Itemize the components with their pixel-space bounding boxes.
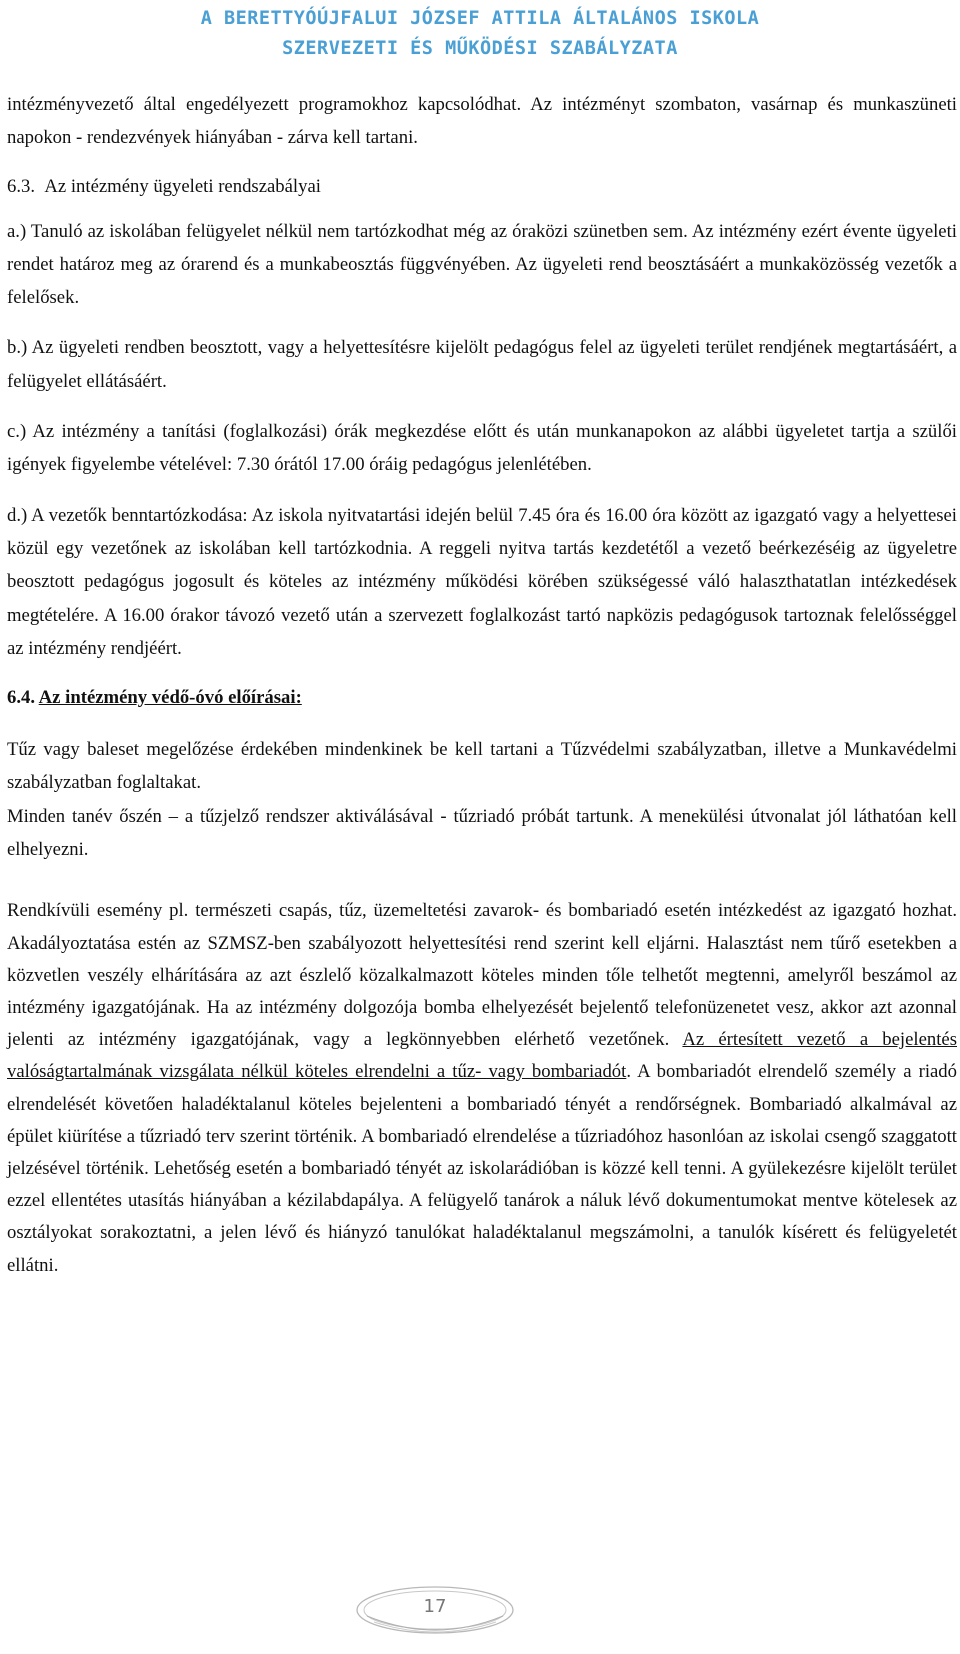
section-6-4-heading bbox=[7, 681, 957, 715]
header-document-title: SZERVEZETI ÉS MŰKÖDÉSI SZABÁLYZATA bbox=[282, 38, 678, 59]
emergency-text-1: Rendkívüli esemény pl. természeti csapás, tűz, üzemeltetési zavarok- és bombariadó esetén intézkedést az igazgató hozhat. Akadályoztatása estén az SZMSZ-ben szabályozott helyettesítési rend szerint kell eljárni. Halasztást nem tűrő esetekben a közvetlen veszély elhárítására az azt észlelő közalkalmazott köteles minden tőle telhetőt megtenni, amelyről beszámol az intézmény igazgatójának. Ha az intézmény dolgozója bomba elhelyezését bejelentő telefonüzenetet vesz, akkor azt azonnal jelenti az intézmény igazgatójának, vagy a legkönnyebben elérhető vezetőnek. bbox=[7, 900, 957, 1051]
emergency-text-2: . A bombariadót elrendelő személy a riadó elrendelését követően haladéktalanul köteles bejelenteni a bombariadó tényét a rendőrségnek. Bombariadó alkalmával az épület kiürítése a tűzriadó terv szerint történik. A bombariadó elrendelése a tűzriadóhoz hasonlóan az iskolai csengő szaggatott jelzésével történik. Lehetőség esetén a bombariadó tényét az iskolarádióban is közzé kell tenni. A gyülekezésre kijelölt terület ezzel ellentétes utasítás hiányában a kézilabdapálya. A felügyelő tanárok a náluk lévő dokumentumokat mentve kötelesek az osztályokat sorakoztatni, a jelen lévő és hiányzó tanulókat haladéktalanul megszámolni, a tanulók kísérett és felügyeletét ellátni. bbox=[7, 1061, 957, 1276]
intro-paragraph: intézményvezető által engedélyezett programokhoz kapcsolódhat. Az intézményt szombaton, vasárnap és munkaszüneti napokon - rendezvények hiányában - zárva kell tartani. bbox=[7, 94, 957, 149]
rule-a-paragraph: a.) Tanuló az iskolában felügyelet nélkül nem tartózkodhat még az óraközi szünetben sem. Az intézmény ezért évente ügyeleti rendet határoz meg az órarend és a munkabeosztás függvényében. Az ügyeleti rend beosztásáért a munkaközösség vezetők a felelősek. bbox=[7, 220, 957, 309]
rule-c-paragraph: c.) Az intézmény a tanítási (foglalkozási) órák megkezdése előtt és után munkanapokon az alábbi ügyeletet tartja a szülői igények figyelembe vételével: 7.30 órától 17.00 óráig pedagógus jelenlétében. bbox=[7, 421, 957, 476]
section-6-3-heading bbox=[7, 170, 957, 204]
emergency-paragraph bbox=[7, 895, 957, 1281]
emergency-underlined-text: Az értesített vezető a bejelentés valóságtartalmának vizsgálata nélkül köteles elrendelni a tűz- vagy bombariadót bbox=[7, 1029, 957, 1083]
fire-drill-paragraph: Minden tanév őszén – a tűzjelző rendszer aktiválásával - tűzriadó próbát tartunk. A menekülési útvonalat jól láthatóan kell elhelyezni. bbox=[7, 805, 957, 861]
section-6-3-title: Az intézmény ügyeleti rendszabályai bbox=[44, 175, 321, 197]
page-content bbox=[7, 88, 957, 1282]
section-6-4-title: Az intézmény védő-óvó előírásai: bbox=[38, 687, 302, 709]
header-school-name: A BERETTYÓÚJFALUI JÓZSEF ATTILA ÁLTALÁNOS ISKOLA bbox=[200, 8, 760, 29]
section-6-3-number: 6.3. bbox=[7, 175, 36, 197]
fire-safety-paragraph: Tűz vagy baleset megelőzése érdekében mindenkinek be kell tartani a Tűzvédelmi szabályzatban, illetve a Munkavédelmi szabályzatban foglaltakat. bbox=[7, 739, 957, 794]
rule-b-paragraph: b.) Az ügyeleti rendben beosztott, vagy a helyettesítésre kijelölt pedagógus felel az ügyeleti terület rendjének megtartásáért, a felügyelet ellátásáért. bbox=[7, 337, 957, 392]
section-6-4-number: 6.4. bbox=[7, 687, 36, 709]
page-number-ornament bbox=[352, 1582, 518, 1640]
page-number: 17 bbox=[423, 1596, 447, 1617]
document-header bbox=[0, 4, 960, 64]
rule-d-paragraph: d.) A vezetők benntartózkodása: Az iskola nyitvatartási idején belül 7.45 óra és 16.00 óra között az igazgató vagy a helyettesei közül egy vezetőnek az iskolában kell tartózkodnia. A reggeli nyitva tartás kezdetétől a vezető beérkezéséig az ügyeletre beosztott pedagógus jogosult és köteles az intézmény működési körében szükségessé váló halaszthatatlan intézkedések megtételére. A 16.00 órakor távozó vezető után a szervezett foglalkozást tartó napközis pedagógusok tartoznak felelősséggel az intézmény rendjéért. bbox=[7, 504, 957, 659]
